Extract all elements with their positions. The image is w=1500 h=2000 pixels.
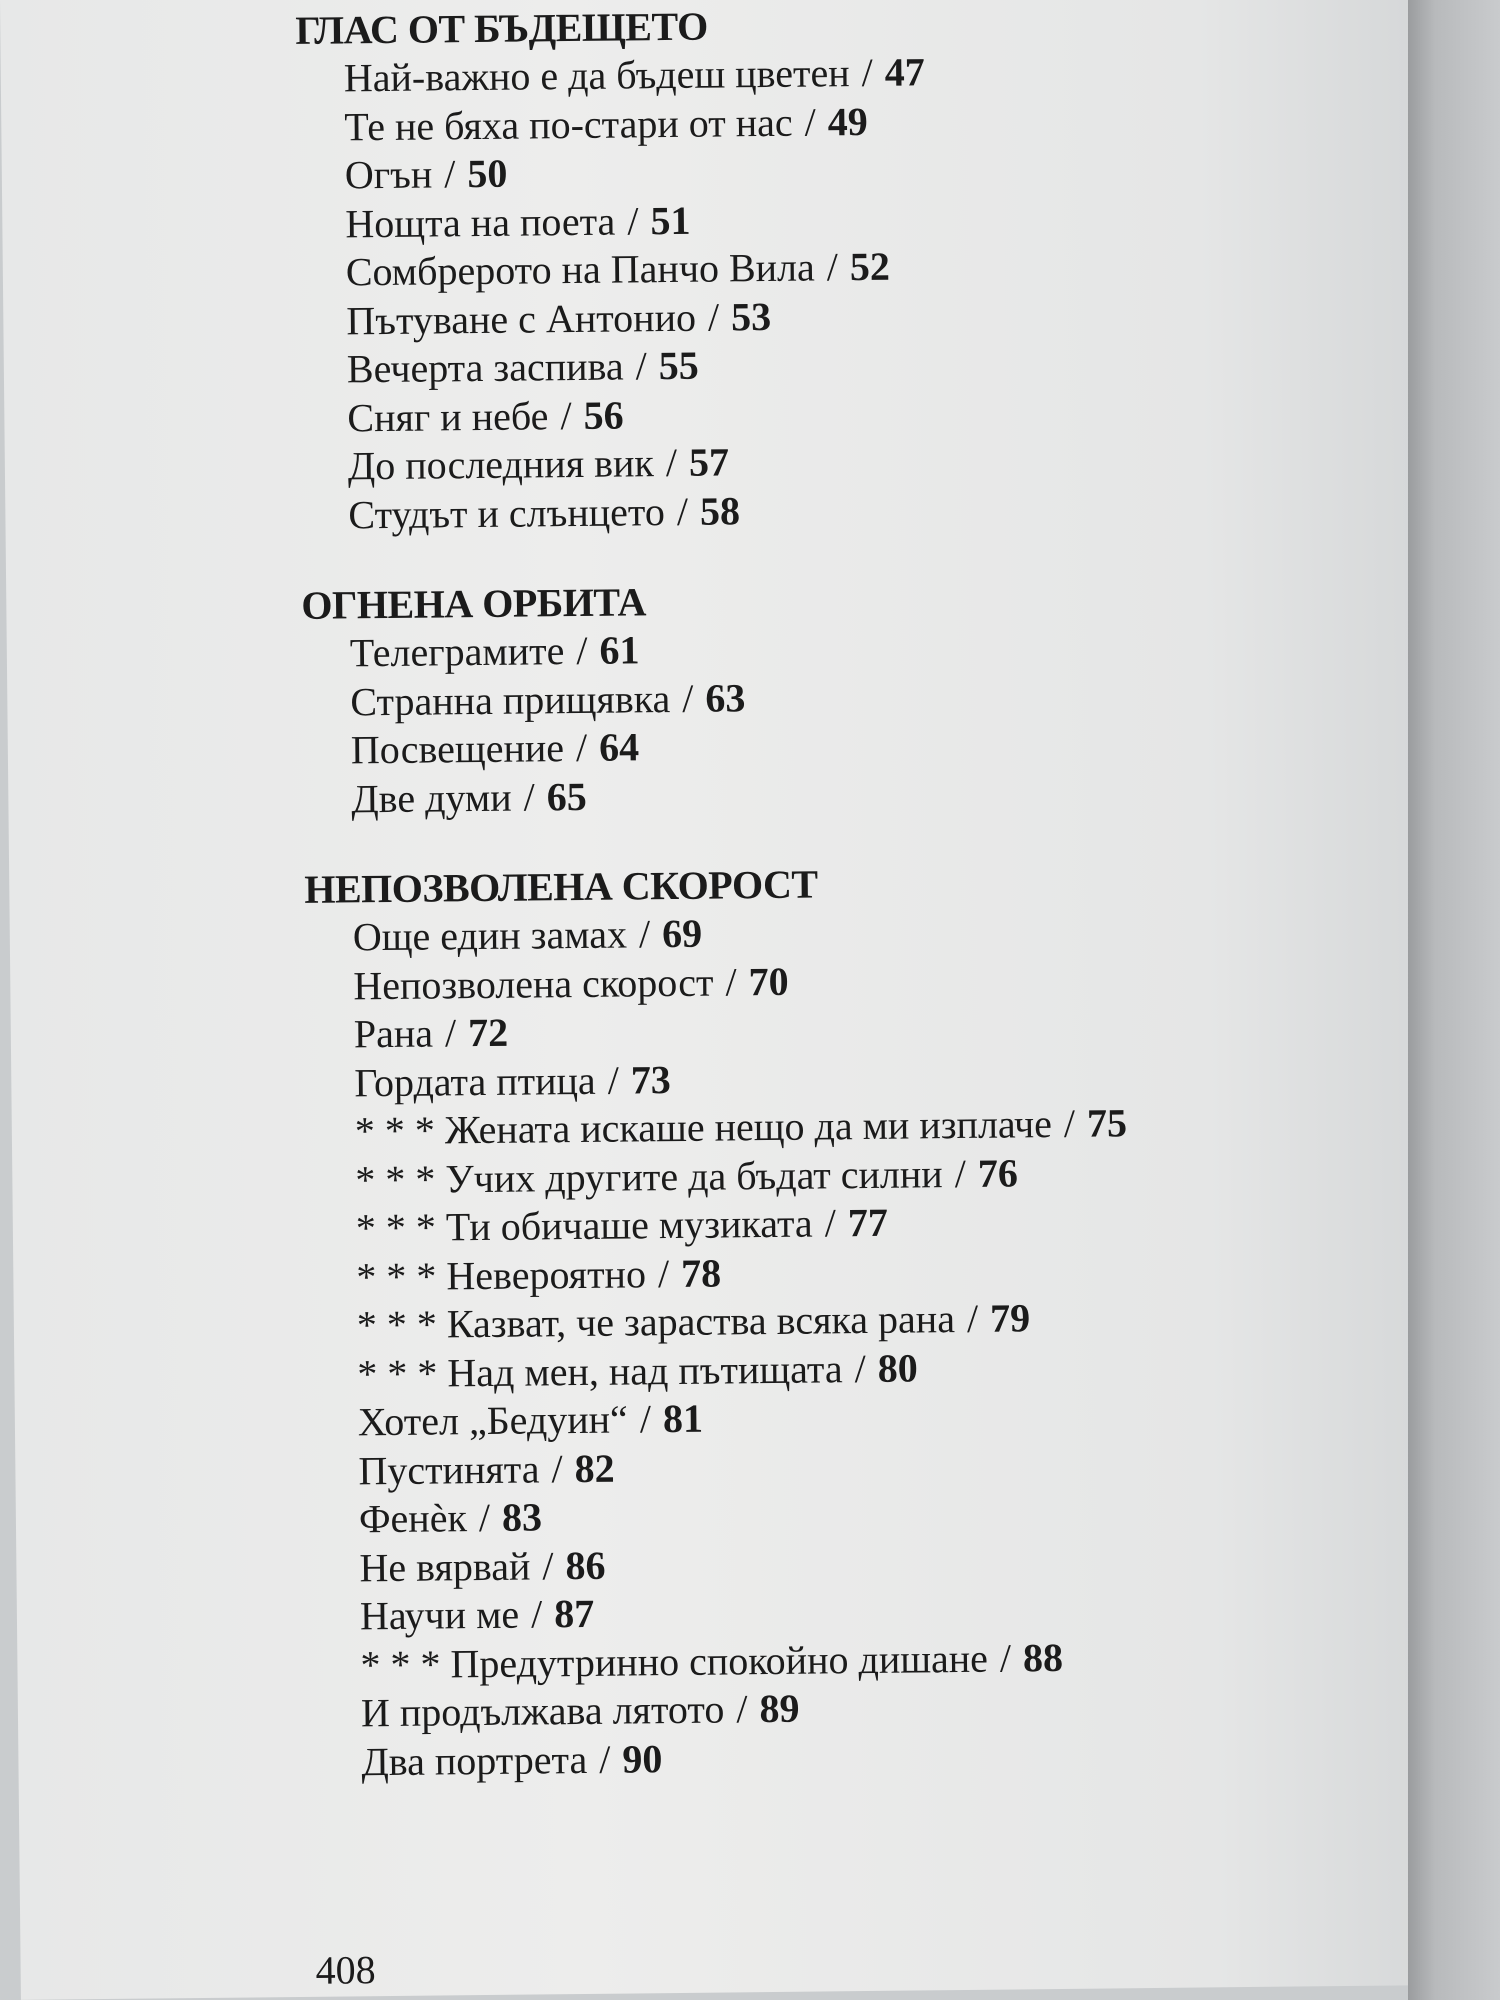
separator: / — [598, 1736, 611, 1782]
entry-page: 72 — [467, 1009, 509, 1056]
entry-page: 47 — [884, 49, 925, 95]
separator: / — [966, 1295, 979, 1341]
entry-title: Фенѐк — [358, 1495, 468, 1542]
separator: / — [523, 773, 535, 820]
entry-title: Посвещение — [350, 725, 565, 773]
entry-title: Сомбрерото на Панчо Вила — [345, 244, 815, 295]
separator: / — [638, 911, 651, 957]
entry-page: 50 — [467, 150, 508, 197]
separator: / — [736, 1686, 748, 1732]
page-number: 408 — [315, 1947, 376, 1993]
entry-title: Научи ме — [359, 1591, 520, 1639]
separator: / — [575, 724, 588, 771]
separator: / — [635, 343, 647, 389]
separator: / — [443, 151, 456, 197]
entry-page: 58 — [699, 487, 741, 534]
separator: / — [854, 1345, 866, 1391]
entry-title: * * * Невероятно — [356, 1250, 647, 1299]
separator: / — [639, 1396, 652, 1442]
entry-list — [296, 44, 1351, 540]
entry-page: 55 — [658, 342, 699, 389]
separator: / — [682, 675, 694, 721]
entry-page: 69 — [661, 910, 703, 957]
entry-page: 79 — [989, 1295, 1031, 1341]
entry-title: Пустинята — [358, 1445, 540, 1493]
entry-title: Хотел „Бедуин“ — [357, 1396, 629, 1445]
separator: / — [954, 1150, 967, 1196]
toc-section-nepozvolena-skorost — [304, 855, 1364, 1787]
entry-page: 87 — [554, 1590, 595, 1637]
entry-title: Не вярвай — [359, 1543, 531, 1590]
entry-title: * * * Учих другите да бъдат силни — [355, 1150, 943, 1202]
entry-title: Те не бяха по-стари от нас — [344, 99, 793, 149]
entry-title: Студът и слънцето — [348, 488, 666, 537]
section-title: ОГНЕНА ОРБИТА — [301, 579, 647, 628]
entry-title: Рана — [353, 1010, 434, 1057]
separator: / — [1063, 1100, 1076, 1146]
entry-page: 64 — [598, 724, 640, 770]
section-title: НЕПОЗВОЛЕНА СКОРОСТ — [304, 861, 818, 912]
entry-page: 86 — [565, 1542, 606, 1588]
entry-title: * * * Жената искаше нещо да ми изплаче — [354, 1101, 1053, 1154]
entry-page: 70 — [748, 958, 789, 1004]
entry-page: 65 — [546, 773, 587, 819]
entry-page: 82 — [574, 1445, 615, 1491]
separator: / — [627, 197, 639, 243]
entry-page: 78 — [680, 1250, 722, 1296]
separator: / — [444, 1010, 457, 1056]
toc-section-glas-ot-badeshteto — [295, 0, 1351, 540]
separator: / — [542, 1542, 554, 1588]
entry-title: Два портрета — [361, 1736, 588, 1784]
separator: / — [665, 439, 678, 486]
entry-title: Странна прищявка — [350, 675, 671, 724]
entry-title: Две думи — [351, 774, 512, 821]
entry-page: 83 — [501, 1494, 543, 1540]
entry-title: * * * Над мен, над пътищата — [357, 1345, 843, 1396]
entry-page: 89 — [759, 1685, 800, 1732]
separator: / — [725, 958, 737, 1004]
separator: / — [707, 293, 720, 340]
entry-title: Огън — [344, 151, 433, 198]
entry-page: 52 — [849, 243, 891, 290]
entry-page: 49 — [827, 98, 868, 144]
separator: / — [560, 392, 572, 438]
entry-page: 51 — [650, 197, 691, 243]
entry-list — [302, 619, 1354, 824]
section-title: ГЛАС ОТ БЪДЕЩЕТО — [295, 3, 708, 53]
entry-page: 80 — [877, 1344, 918, 1391]
separator: / — [861, 49, 873, 95]
toc-section-ognena-orbita — [301, 571, 1353, 824]
entry-title: Сняг и небе — [347, 392, 549, 440]
separator: / — [676, 488, 689, 534]
entry-title: Непозволена скорост — [353, 959, 714, 1008]
entry-title: Гордата птица — [354, 1057, 596, 1105]
separator: / — [657, 1250, 670, 1296]
entry-title: До последния вик — [347, 440, 655, 489]
separator: / — [530, 1591, 543, 1637]
entry-list — [305, 903, 1364, 1787]
entry-page: 88 — [1022, 1634, 1064, 1680]
entry-title: И продължава лятото — [360, 1686, 725, 1736]
entry-page: 63 — [705, 674, 746, 721]
separator: / — [804, 98, 816, 145]
separator: / — [576, 627, 588, 673]
separator: / — [607, 1057, 620, 1103]
separator: / — [999, 1635, 1012, 1681]
table-of-contents — [295, 0, 1364, 1787]
entry-page: 61 — [599, 627, 640, 673]
separator: / — [551, 1445, 563, 1491]
separator: / — [826, 244, 839, 290]
entry-title: Вечерта заспива — [346, 343, 624, 392]
entry-page: 56 — [583, 391, 624, 438]
entry-page: 75 — [1086, 1100, 1128, 1146]
entry-page: 77 — [847, 1199, 889, 1246]
entry-page: 81 — [662, 1395, 704, 1442]
entry-title: * * * Ти обичаше музиката — [355, 1200, 813, 1251]
entry-title: * * * Предутринно спокойно дишане — [360, 1635, 989, 1687]
entry-page: 73 — [630, 1056, 672, 1102]
entry-title: Още един замах — [352, 911, 628, 960]
entry-page: 90 — [622, 1735, 663, 1782]
entry-title: Телеграмите — [349, 628, 565, 676]
separator: / — [478, 1494, 491, 1541]
entry-title: Нощта на поета — [345, 198, 616, 246]
entry-title: Най-важно е да бъдеш цветен — [343, 50, 850, 101]
page-edge-shadow — [1408, 0, 1500, 2000]
entry-page: 76 — [977, 1149, 1019, 1196]
separator: / — [824, 1200, 837, 1246]
entry-page: 53 — [730, 293, 772, 339]
entry-page: 57 — [688, 439, 730, 485]
entry-title: Пътуване с Антонио — [346, 294, 697, 343]
entry-title: * * * Казват, че зараства всяка рана — [356, 1296, 956, 1348]
toc-entry — [361, 1727, 1363, 1786]
